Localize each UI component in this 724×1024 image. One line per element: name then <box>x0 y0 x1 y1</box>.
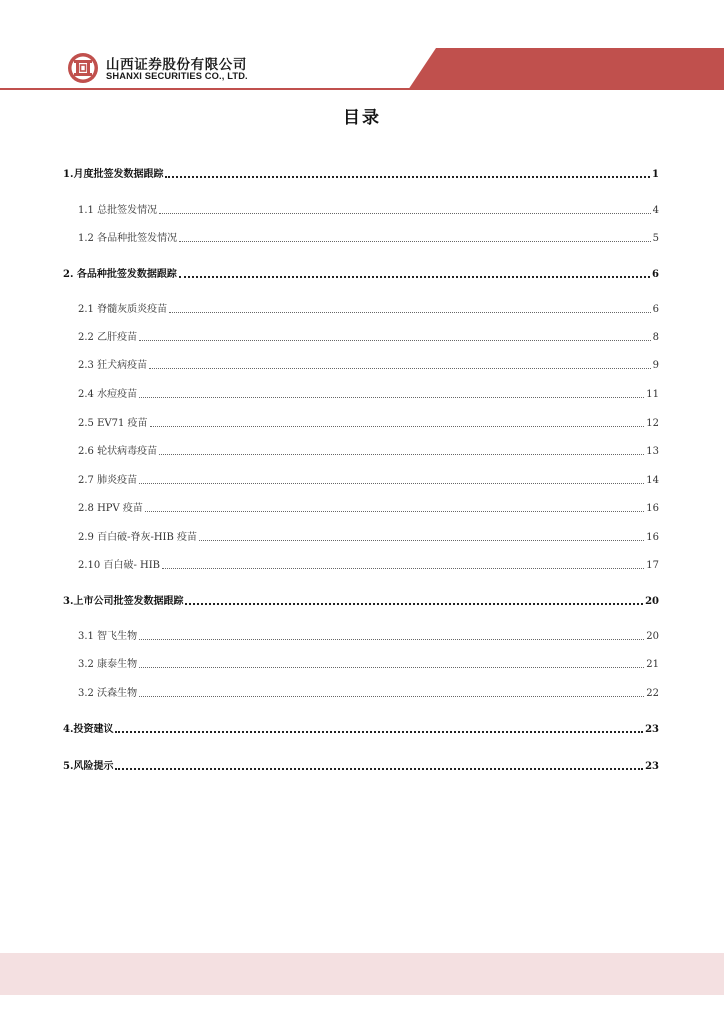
toc-entry-page: 4 <box>652 205 659 216</box>
toc-entry-label: 2.1 脊髓灰质炎疫苗 <box>78 304 168 315</box>
toc-entry-page: 6 <box>652 304 659 315</box>
toc-entry-page: 6 <box>652 269 659 280</box>
toc-entry-3-1[interactable] <box>78 627 659 643</box>
toc-entry-section-2[interactable] <box>63 265 659 281</box>
shanxi-securities-logo-icon <box>67 52 99 84</box>
toc-entry-page: 11 <box>646 389 659 400</box>
toc-entry-page: 17 <box>646 560 659 571</box>
toc-dot-leader <box>179 275 650 278</box>
toc-entry-label: 3.2 沃森生物 <box>78 688 138 699</box>
company-name-english: SHANXI SECURITIES CO., LTD. <box>106 71 248 81</box>
toc-dot-leader <box>162 567 644 569</box>
toc-dot-leader <box>139 396 644 398</box>
toc-entry-2-3[interactable] <box>78 356 659 372</box>
toc-entry-label: 2.6 轮状病毒疫苗 <box>78 446 158 457</box>
toc-dot-leader <box>115 767 643 770</box>
toc-dot-leader <box>165 175 650 178</box>
toc-entry-2-6[interactable] <box>78 442 659 458</box>
toc-entry-label: 2.10 百白破- HIB <box>78 560 161 571</box>
toc-entry-label: 2.2 乙肝疫苗 <box>78 332 138 343</box>
toc-entry-page: 21 <box>646 659 659 670</box>
toc-entry-page: 12 <box>646 418 659 429</box>
toc-entry-page: 16 <box>646 503 659 514</box>
toc-entry-label: 2.4 水痘疫苗 <box>78 389 138 400</box>
toc-entry-2-4[interactable] <box>78 385 659 401</box>
toc-entry-page: 22 <box>646 688 659 699</box>
page-header <box>0 0 724 100</box>
toc-entry-label: 3.1 智飞生物 <box>78 631 138 642</box>
toc-entry-2-8[interactable] <box>78 499 659 515</box>
toc-entry-label: 5.风险提示 <box>63 761 114 772</box>
toc-entry-label: 2.9 百白破-脊灰-HIB 疫苗 <box>78 532 198 543</box>
toc-dot-leader <box>139 638 644 640</box>
toc-entry-3-3[interactable] <box>78 684 659 700</box>
toc-entry-1-1[interactable] <box>78 201 659 217</box>
toc-entry-2-1[interactable] <box>78 300 659 316</box>
toc-entry-label: 2.5 EV71 疫苗 <box>78 418 148 429</box>
toc-dot-leader <box>199 539 644 541</box>
toc-entry-page: 13 <box>646 446 659 457</box>
toc-entry-page: 14 <box>646 475 659 486</box>
toc-dot-leader <box>139 666 644 668</box>
toc-entry-2-9[interactable] <box>78 528 659 544</box>
toc-dot-leader <box>115 730 643 733</box>
toc-entry-label: 3.2 康泰生物 <box>78 659 138 670</box>
toc-dot-leader <box>179 240 651 242</box>
toc-entry-label: 3.上市公司批签发数据跟踪 <box>63 596 184 607</box>
toc-entry-2-10[interactable] <box>78 556 659 572</box>
toc-dot-leader <box>145 510 644 512</box>
toc-dot-leader <box>159 212 651 214</box>
toc-dot-leader <box>185 602 643 605</box>
toc-title: 目录 <box>343 108 381 128</box>
toc-entry-page: 23 <box>645 761 659 772</box>
toc-entry-1-2[interactable] <box>78 229 659 245</box>
toc-entry-2-7[interactable] <box>78 471 659 487</box>
toc-entry-3-2[interactable] <box>78 655 659 671</box>
toc-entry-label: 2.7 肺炎疫苗 <box>78 475 138 486</box>
toc-dot-leader <box>139 482 644 484</box>
toc-entry-label: 1.2 各品种批签发情况 <box>78 233 178 244</box>
toc-dot-leader <box>149 367 651 369</box>
toc-entry-2-2[interactable] <box>78 328 659 344</box>
toc-entry-page: 20 <box>645 596 659 607</box>
toc-entry-page: 8 <box>652 332 659 343</box>
toc-entry-page: 5 <box>652 233 659 244</box>
toc-entry-section-5[interactable] <box>63 757 659 773</box>
toc-entry-section-1[interactable] <box>63 165 659 181</box>
toc-entry-label: 1.月度批签发数据跟踪 <box>63 169 164 180</box>
toc-dot-leader <box>169 311 651 313</box>
toc-entry-2-5[interactable] <box>78 414 659 430</box>
toc-dot-leader <box>139 339 651 341</box>
toc-entry-label: 2.8 HPV 疫苗 <box>78 503 143 514</box>
toc-entry-section-3[interactable] <box>63 592 659 608</box>
toc-entry-label: 1.1 总批签发情况 <box>78 205 158 216</box>
toc-dot-leader <box>139 695 644 697</box>
toc-entry-label: 2. 各品种批签发数据跟踪 <box>63 269 177 280</box>
toc-entry-page: 1 <box>652 169 659 180</box>
toc-dot-leader <box>159 453 644 455</box>
toc-entry-label: 2.3 狂犬病疫苗 <box>78 360 148 371</box>
toc-dot-leader <box>150 425 645 427</box>
toc-entry-page: 16 <box>646 532 659 543</box>
toc-entry-page: 9 <box>652 360 659 371</box>
toc-entry-page: 20 <box>646 631 659 642</box>
toc-entry-label: 4.投资建议 <box>63 724 114 735</box>
company-name-chinese: 山西证券股份有限公司 <box>106 57 247 73</box>
toc-entry-page: 23 <box>645 724 659 735</box>
toc-entry-section-4[interactable] <box>63 720 659 736</box>
footer-band <box>0 953 724 995</box>
